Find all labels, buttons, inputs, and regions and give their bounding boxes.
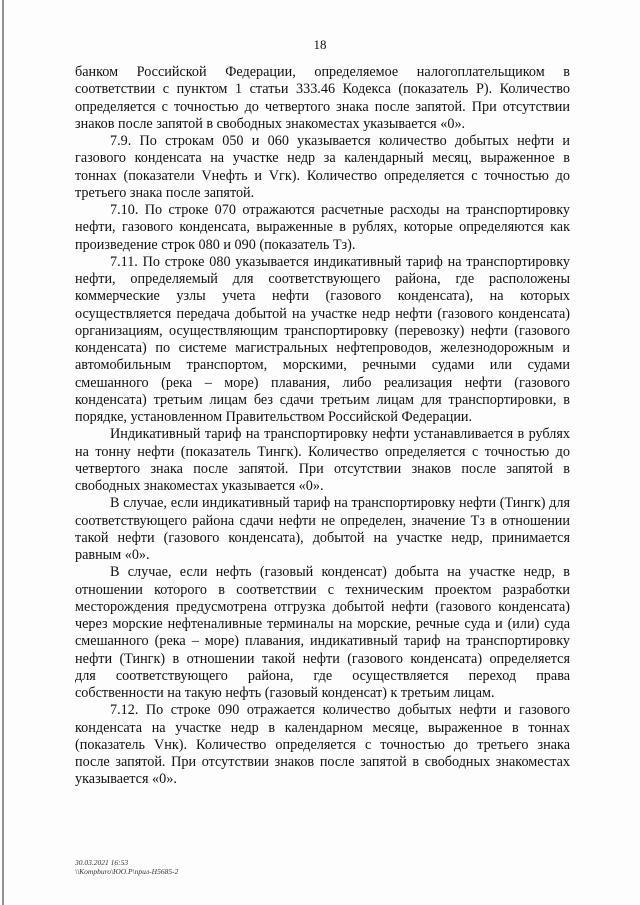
page-number: 18 [313, 37, 327, 52]
text-line: свободных знакоместах указывается «0». [75, 478, 324, 494]
text-line: коммерческие узлы учета нефти (газового конденсата), на которых [75, 288, 570, 305]
text-line: произведение строк 080 и 090 (показатель Тз). [75, 236, 356, 253]
text-line: (показатель Vнк). Количество определяется с точностью до третьего знака [75, 736, 570, 753]
text-line: банком Российской Федерации, определяемое налогоплательщиком в [75, 64, 570, 80]
text-line: месторождения предусмотрена отгрузка добытой нефти (газового конденсата) [75, 598, 570, 615]
text-line: для соответствующего района, где осуществляется переход права [75, 667, 570, 684]
text-line: нефти, определяемый для соответствующего района, где расположены [75, 271, 570, 287]
text-line: конденсата на участке недр в календарном месяце, выраженное в тоннах [75, 719, 570, 736]
text-line: нефти (Тингк) в отношении такой нефти (газового конденсата) определяется [75, 650, 570, 667]
footer-file-path: \\Kompburo\ЮО.Р\прил-Н5685-2 [75, 867, 179, 876]
text-line: 7.12. По строке 090 отражается количество добытых нефти и газового [110, 702, 570, 719]
text-line: указывается «0». [75, 771, 177, 788]
text-line: Индикативный тариф на транспортировку нефти устанавливается в рублях [110, 426, 570, 443]
footer-timestamp: 30.03.2021 16:53 [75, 858, 129, 867]
text-line: порядке, установленном Правительством Российской Федерации. [75, 409, 473, 425]
text-line: организациям, осуществляющим транспортировку (перевозку) нефти (газового [75, 322, 570, 339]
text-line: собственности на такую нефть (газовый конденсат) к третьим лицам. [75, 685, 495, 701]
text-line: В случае, если индикативный тариф на транспортировку нефти (Тингк) для [110, 495, 570, 512]
text-line: 7.9. По строкам 050 и 060 указывается количество добытых нефти и [110, 133, 570, 149]
text-line: газового конденсата на участке недр за календарный месяц, выраженное в [75, 150, 570, 167]
text-line: смешанного (река – море) плавания, либо реализация нефти (газового [75, 374, 570, 391]
text-line: определяется с точностью до четвертого знака после запятой. При отсутствии [75, 98, 570, 115]
body-text [75, 64, 570, 789]
text-line: автомобильным транспортом, морскими, речными судами или судами [75, 357, 570, 374]
text-line: соответствующего района сдачи нефти не определен, значение Тз в отношении [75, 512, 570, 529]
scan-edge [2, 0, 4, 905]
text-line: знаков после запятой в свободных знакоместах указывается «0». [75, 115, 466, 132]
text-line: конденсата) третьим лицам без сдачи третьим лицам для транспортировки, в [75, 391, 570, 408]
text-line: нефти, газового конденсата, выраженные в рублях, которые определяются как [75, 219, 570, 236]
text-line: В случае, если нефть (газовый конденсат) добыта на участке недр, в [110, 564, 570, 581]
text-line: соответствии с пунктом 1 статьи 333.46 Кодекса (показатель Р). Количество [75, 81, 570, 98]
text-line: после запятой. При отсутствии знаков после запятой в свободных знакоместах [75, 754, 570, 770]
text-line: такой нефти (газового конденсата), добытой на участке недр, принимается [75, 529, 570, 546]
text-line: 7.11. По строке 080 указывается индикативный тариф на транспортировку [110, 253, 570, 270]
text-line: тоннах (показатели Vнефть и Vгк). Количество определяется с точностью до [75, 167, 570, 184]
text-line: четвертого знака после запятой. При отсутствии знаков после запятой в [75, 460, 570, 477]
text-line: 7.10. По строке 070 отражаются расчетные расходы на транспортировку [110, 202, 570, 218]
text-line: отношении которого в соответствии с техническим проектом разработки [75, 581, 570, 598]
text-line: смешанного (река – море) плавания, индикативный тариф на транспортировку [75, 633, 570, 650]
text-line: на тонну нефти (показатель Тингк). Количество определяется с точностью до [75, 443, 570, 460]
text-line: третьего знака после запятой. [75, 184, 255, 201]
text-line: конденсата) по системе магистральных нефтепроводов, железнодорожным и [75, 340, 570, 356]
text-line: через морские нефтеналивные терминалы на морские, речные суда и (или) суда [75, 616, 570, 632]
text-line: равным «0». [75, 547, 150, 563]
text-line: осуществляется передача добытой на участке недр нефти (газового конденсата) [75, 305, 570, 322]
footer-stamp [75, 858, 178, 876]
